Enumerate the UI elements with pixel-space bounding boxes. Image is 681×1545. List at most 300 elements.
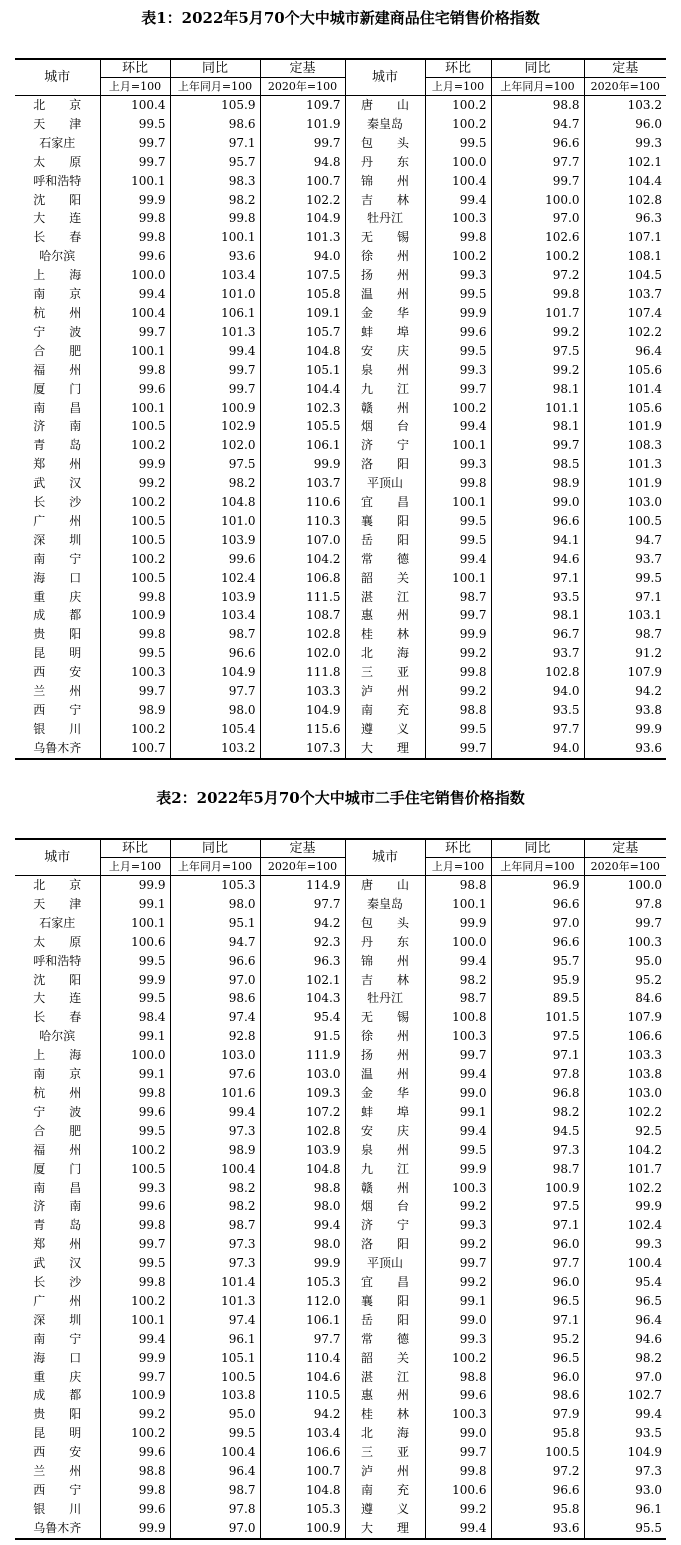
mom-index: 100.4: [425, 172, 491, 191]
city-name: 烟 台: [345, 417, 425, 436]
city-name: 长 春: [15, 228, 100, 247]
base-index: 103.2: [584, 96, 666, 115]
base-header: 定基: [584, 59, 666, 78]
yoy-index: 97.8: [491, 1065, 584, 1084]
base-index: 102.1: [584, 153, 666, 172]
city-name: 九 江: [345, 1160, 425, 1179]
table-row: [15, 1292, 666, 1311]
city-name: 天 津: [15, 115, 100, 134]
mom-header: 环比: [425, 839, 491, 858]
base-index: 110.6: [260, 493, 345, 512]
base-index: 107.2: [260, 1103, 345, 1122]
mom-index: 99.8: [100, 1084, 170, 1103]
mom-index: 99.7: [425, 380, 491, 399]
base-index: 96.1: [584, 1500, 666, 1519]
base-index: 110.4: [260, 1349, 345, 1368]
city-name: 无 锡: [345, 1008, 425, 1027]
base-index: 94.8: [260, 153, 345, 172]
table-row: [15, 361, 666, 380]
table-row: [15, 455, 666, 474]
city-name: 青 岛: [15, 1216, 100, 1235]
yoy-index: 96.6: [491, 1481, 584, 1500]
yoy-index: 96.0: [491, 1368, 584, 1387]
mom-index: 98.8: [425, 876, 491, 895]
mom-index: 99.8: [425, 1462, 491, 1481]
base-index: 107.0: [260, 531, 345, 550]
yoy-index: 96.4: [170, 1462, 260, 1481]
table-row: [15, 285, 666, 304]
city-name: 深 圳: [15, 1311, 100, 1330]
mom-index: 99.8: [100, 625, 170, 644]
table-row: [15, 531, 666, 550]
mom-index: 99.7: [425, 1046, 491, 1065]
table-row: [15, 342, 666, 361]
yoy-index: 93.7: [491, 644, 584, 663]
yoy-index: 96.1: [170, 1330, 260, 1349]
mom-index: 100.1: [100, 172, 170, 191]
base-index: 96.4: [584, 1311, 666, 1330]
city-name: 泸 州: [345, 1462, 425, 1481]
mom-index: 98.7: [425, 588, 491, 607]
yoy-index: 98.2: [170, 1179, 260, 1198]
base-index: 104.9: [260, 209, 345, 228]
city-name: 桂 林: [345, 625, 425, 644]
city-name: 昆 明: [15, 644, 100, 663]
city-header: 城市: [15, 59, 100, 96]
city-name: 哈尔滨: [15, 1027, 100, 1046]
mom-index: 99.5: [425, 720, 491, 739]
city-name: 北 京: [15, 876, 100, 895]
city-name: 上 海: [15, 1046, 100, 1065]
yoy-index: 98.7: [491, 1160, 584, 1179]
city-name: 洛 阳: [345, 1235, 425, 1254]
table-row: [15, 682, 666, 701]
base-index: 105.1: [260, 361, 345, 380]
city-name: 厦 门: [15, 1160, 100, 1179]
yoy-index: 100.9: [491, 1179, 584, 1198]
mom-index: 99.9: [100, 1349, 170, 1368]
base-index: 100.0: [584, 876, 666, 895]
mom-index: 99.9: [100, 876, 170, 895]
yoy-index: 98.0: [170, 895, 260, 914]
table-row: [15, 115, 666, 134]
yoy-index: 89.5: [491, 989, 584, 1008]
yoy-index: 97.5: [170, 455, 260, 474]
mom-index: 99.5: [425, 134, 491, 153]
yoy-index: 98.1: [491, 606, 584, 625]
base-index: 103.0: [260, 1065, 345, 1084]
yoy-index: 98.7: [170, 1216, 260, 1235]
base-index: 109.3: [260, 1084, 345, 1103]
yoy-header: 同比: [491, 839, 584, 858]
city-name: 济 南: [15, 1197, 100, 1216]
table-row: [15, 625, 666, 644]
city-name: 吉 林: [345, 191, 425, 210]
base-index: 104.8: [260, 342, 345, 361]
base-index: 91.5: [260, 1027, 345, 1046]
mom-header: 环比: [100, 59, 170, 78]
base-index: 94.7: [584, 531, 666, 550]
city-name: 成 都: [15, 1386, 100, 1405]
base-index: 107.5: [260, 266, 345, 285]
mom-index: 100.5: [100, 1160, 170, 1179]
mom-index: 100.2: [425, 96, 491, 115]
mom-index: 99.9: [425, 1160, 491, 1179]
table-row: [15, 1481, 666, 1500]
mom-index: 99.8: [100, 209, 170, 228]
yoy-index: 98.0: [170, 701, 260, 720]
mom-index: 99.9: [425, 914, 491, 933]
city-name: 长 沙: [15, 493, 100, 512]
mom-index: 99.7: [425, 1254, 491, 1273]
yoy-index: 101.4: [170, 1273, 260, 1292]
base-index: 93.6: [584, 739, 666, 759]
city-name: 遵 义: [345, 720, 425, 739]
city-name: 秦皇岛: [345, 895, 425, 914]
mom-index: 99.5: [100, 1254, 170, 1273]
base-index: 97.7: [260, 895, 345, 914]
yoy-index: 101.7: [491, 304, 584, 323]
yoy-index: 96.6: [491, 512, 584, 531]
base-index: 104.6: [260, 1368, 345, 1387]
base-index: 93.8: [584, 701, 666, 720]
base-index: 101.3: [260, 228, 345, 247]
table-row: [15, 1065, 666, 1084]
mom-index: 99.4: [425, 417, 491, 436]
city-name: 深 圳: [15, 531, 100, 550]
table2-body: [15, 876, 666, 1539]
yoy-index: 98.9: [491, 474, 584, 493]
mom-index: 98.9: [100, 701, 170, 720]
yoy-index: 93.5: [491, 701, 584, 720]
yoy-index: 100.5: [491, 1443, 584, 1462]
city-name: 三 亚: [345, 663, 425, 682]
table-row: [15, 1141, 666, 1160]
city-name: 赣 州: [345, 399, 425, 418]
city-name: 扬 州: [345, 1046, 425, 1065]
yoy-index: 99.8: [491, 285, 584, 304]
table-row: [15, 1235, 666, 1254]
table-row: [15, 1046, 666, 1065]
city-name: 安 庆: [345, 342, 425, 361]
city-name: 襄 阳: [345, 512, 425, 531]
mom-index: 99.6: [425, 1386, 491, 1405]
yoy-index: 102.8: [491, 663, 584, 682]
base-index: 106.8: [260, 569, 345, 588]
city-name: 贵 阳: [15, 1405, 100, 1424]
yoy-index: 99.6: [170, 550, 260, 569]
yoy-index: 98.7: [170, 1481, 260, 1500]
base-index: 101.3: [584, 455, 666, 474]
table-row: [15, 153, 666, 172]
yoy-index: 95.7: [491, 952, 584, 971]
yoy-index: 100.4: [170, 1160, 260, 1179]
city-name: 武 汉: [15, 1254, 100, 1273]
mom-index: 99.4: [425, 1122, 491, 1141]
city-name: 桂 林: [345, 1405, 425, 1424]
base-index: 100.7: [260, 172, 345, 191]
yoy-index: 100.1: [170, 228, 260, 247]
city-name: 韶 关: [345, 1349, 425, 1368]
mom-index: 100.3: [100, 663, 170, 682]
base-index: 103.9: [260, 1141, 345, 1160]
base-index: 98.0: [260, 1235, 345, 1254]
city-name: 牡丹江: [345, 989, 425, 1008]
table-row: [15, 304, 666, 323]
yoy-index: 103.0: [170, 1046, 260, 1065]
mom-index: 99.6: [100, 1500, 170, 1519]
base-index: 97.0: [584, 1368, 666, 1387]
yoy-index: 98.6: [491, 1386, 584, 1405]
mom-index: 100.2: [100, 1424, 170, 1443]
yoy-index: 96.5: [491, 1292, 584, 1311]
yoy-index: 97.7: [491, 720, 584, 739]
table-row: [15, 1216, 666, 1235]
mom-index: 100.0: [100, 266, 170, 285]
yoy-index: 105.3: [170, 876, 260, 895]
table-row: [15, 1330, 666, 1349]
city-name: 湛 江: [345, 1368, 425, 1387]
city-name: 南 宁: [15, 550, 100, 569]
yoy-index: 98.8: [491, 96, 584, 115]
city-name: 泉 州: [345, 1141, 425, 1160]
city-name: 济 宁: [345, 436, 425, 455]
mom-index: 99.3: [425, 455, 491, 474]
mom-index: 100.2: [100, 1292, 170, 1311]
table-row: [15, 1179, 666, 1198]
city-name: 温 州: [345, 1065, 425, 1084]
mom-index: 100.1: [100, 342, 170, 361]
yoy-index: 98.3: [170, 172, 260, 191]
mom-header: 环比: [100, 839, 170, 858]
city-name: 天 津: [15, 895, 100, 914]
yoy-index: 98.5: [491, 455, 584, 474]
base-index: 104.3: [260, 989, 345, 1008]
mom-index: 100.5: [100, 417, 170, 436]
mom-index: 99.5: [100, 115, 170, 134]
yoy-index: 96.0: [491, 1273, 584, 1292]
mom-index: 99.8: [100, 1216, 170, 1235]
yoy-index: 97.9: [491, 1405, 584, 1424]
yoy-index: 100.0: [491, 191, 584, 210]
mom-index: 100.0: [425, 153, 491, 172]
yoy-subheader: 上年同月=100: [491, 78, 584, 96]
yoy-subheader: 上年同月=100: [170, 858, 260, 876]
city-name: 杭 州: [15, 1084, 100, 1103]
base-index: 109.1: [260, 304, 345, 323]
city-name: 长 沙: [15, 1273, 100, 1292]
mom-index: 100.3: [425, 1027, 491, 1046]
city-name: 蚌 埠: [345, 323, 425, 342]
base-index: 100.9: [260, 1519, 345, 1539]
yoy-header: 同比: [170, 839, 260, 858]
base-index: 103.3: [584, 1046, 666, 1065]
city-name: 大 理: [345, 1519, 425, 1539]
base-index: 97.1: [584, 588, 666, 607]
base-index: 95.4: [260, 1008, 345, 1027]
yoy-index: 96.6: [170, 952, 260, 971]
table-row: [15, 701, 666, 720]
yoy-index: 102.0: [170, 436, 260, 455]
mom-index: 99.7: [100, 1368, 170, 1387]
base-index: 108.1: [584, 247, 666, 266]
mom-index: 99.4: [425, 191, 491, 210]
city-name: 上 海: [15, 266, 100, 285]
mom-index: 99.8: [100, 1273, 170, 1292]
city-name: 济 宁: [345, 1216, 425, 1235]
yoy-index: 95.8: [491, 1500, 584, 1519]
table-row: [15, 266, 666, 285]
mom-index: 99.7: [100, 1235, 170, 1254]
city-name: 成 都: [15, 606, 100, 625]
mom-index: 100.1: [425, 895, 491, 914]
yoy-index: 96.0: [491, 1235, 584, 1254]
mom-index: 100.6: [425, 1481, 491, 1500]
mom-index: 99.5: [425, 1141, 491, 1160]
base-index: 93.7: [584, 550, 666, 569]
city-name: 蚌 埠: [345, 1103, 425, 1122]
mom-index: 100.3: [425, 209, 491, 228]
yoy-index: 96.8: [491, 1084, 584, 1103]
table2-title: 表2：2022年5月70个大中城市二手住宅销售价格指数: [156, 789, 525, 807]
mom-index: 100.5: [100, 512, 170, 531]
base-index: 104.9: [260, 701, 345, 720]
base-index: 96.0: [584, 115, 666, 134]
yoy-index: 97.5: [491, 342, 584, 361]
mom-index: 99.1: [425, 1103, 491, 1122]
yoy-index: 97.3: [170, 1122, 260, 1141]
yoy-index: 97.5: [491, 1027, 584, 1046]
mom-index: 99.7: [100, 323, 170, 342]
city-name: 唐 山: [345, 876, 425, 895]
city-name: 丹 东: [345, 153, 425, 172]
city-name: 常 德: [345, 550, 425, 569]
city-name: 兰 州: [15, 682, 100, 701]
yoy-index: 101.6: [170, 1084, 260, 1103]
city-name: 郑 州: [15, 1235, 100, 1254]
mom-index: 99.5: [100, 1122, 170, 1141]
yoy-index: 97.6: [170, 1065, 260, 1084]
base-index: 108.7: [260, 606, 345, 625]
mom-index: 99.6: [100, 380, 170, 399]
yoy-index: 96.7: [491, 625, 584, 644]
mom-index: 99.6: [100, 1103, 170, 1122]
mom-index: 99.4: [425, 550, 491, 569]
table-row: [15, 134, 666, 153]
mom-index: 100.3: [425, 1179, 491, 1198]
base-index: 101.4: [584, 380, 666, 399]
mom-subheader: 上月=100: [425, 858, 491, 876]
mom-index: 99.1: [100, 895, 170, 914]
yoy-index: 97.4: [170, 1008, 260, 1027]
city-name: 银 川: [15, 720, 100, 739]
mom-index: 100.1: [100, 914, 170, 933]
yoy-index: 98.2: [170, 474, 260, 493]
table-row: [15, 895, 666, 914]
city-name: 宁 波: [15, 1103, 100, 1122]
base-header: 定基: [260, 839, 345, 858]
city-name: 牡丹江: [345, 209, 425, 228]
base-index: 105.6: [584, 361, 666, 380]
yoy-index: 97.4: [170, 1311, 260, 1330]
mom-index: 99.2: [425, 1235, 491, 1254]
yoy-index: 96.6: [491, 933, 584, 952]
yoy-index: 96.6: [491, 895, 584, 914]
base-index: 103.0: [584, 493, 666, 512]
base-index: 105.5: [260, 417, 345, 436]
yoy-index: 92.8: [170, 1027, 260, 1046]
yoy-index: 94.0: [491, 682, 584, 701]
base-index: 98.8: [260, 1179, 345, 1198]
yoy-index: 105.1: [170, 1349, 260, 1368]
table-row: [15, 1311, 666, 1330]
yoy-index: 103.2: [170, 739, 260, 759]
table-row: [15, 209, 666, 228]
base-index: 99.9: [260, 455, 345, 474]
city-name: 大 理: [345, 739, 425, 759]
city-name: 岳 阳: [345, 531, 425, 550]
mom-index: 99.8: [425, 663, 491, 682]
base-index: 102.0: [260, 644, 345, 663]
table2-secondhand-housing-price-index: [15, 838, 666, 1540]
city-name: 大 连: [15, 209, 100, 228]
yoy-index: 94.7: [491, 115, 584, 134]
yoy-index: 101.5: [491, 1008, 584, 1027]
table-row: [15, 971, 666, 990]
yoy-index: 94.5: [491, 1122, 584, 1141]
yoy-index: 105.4: [170, 720, 260, 739]
city-name: 宁 波: [15, 323, 100, 342]
table-row: [15, 1008, 666, 1027]
base-index: 102.8: [260, 625, 345, 644]
city-name: 青 岛: [15, 436, 100, 455]
city-name: 唐 山: [345, 96, 425, 115]
base-index: 97.7: [260, 1330, 345, 1349]
mom-index: 99.2: [425, 1197, 491, 1216]
base-index: 97.8: [584, 895, 666, 914]
base-index: 101.9: [584, 474, 666, 493]
mom-index: 100.2: [100, 720, 170, 739]
mom-index: 100.2: [425, 399, 491, 418]
base-index: 109.7: [260, 96, 345, 115]
yoy-index: 94.6: [491, 550, 584, 569]
mom-index: 99.5: [425, 512, 491, 531]
city-name: 福 州: [15, 361, 100, 380]
city-name: 锦 州: [345, 172, 425, 191]
base-index: 97.3: [584, 1462, 666, 1481]
mom-index: 100.2: [100, 436, 170, 455]
yoy-index: 94.0: [491, 739, 584, 759]
mom-index: 99.3: [425, 266, 491, 285]
yoy-index: 97.3: [170, 1254, 260, 1273]
city-name: 赣 州: [345, 1179, 425, 1198]
yoy-subheader: 上年同月=100: [491, 858, 584, 876]
yoy-index: 97.0: [170, 971, 260, 990]
city-name: 丹 东: [345, 933, 425, 952]
table-row: [15, 989, 666, 1008]
base-index: 103.7: [584, 285, 666, 304]
mom-index: 99.2: [425, 1500, 491, 1519]
yoy-index: 102.6: [491, 228, 584, 247]
base-index: 107.1: [584, 228, 666, 247]
yoy-index: 98.2: [170, 1197, 260, 1216]
base-index: 99.3: [584, 134, 666, 153]
mom-index: 99.7: [425, 606, 491, 625]
yoy-index: 97.7: [170, 682, 260, 701]
city-name: 常 德: [345, 1330, 425, 1349]
base-index: 101.7: [584, 1160, 666, 1179]
yoy-index: 99.7: [491, 172, 584, 191]
